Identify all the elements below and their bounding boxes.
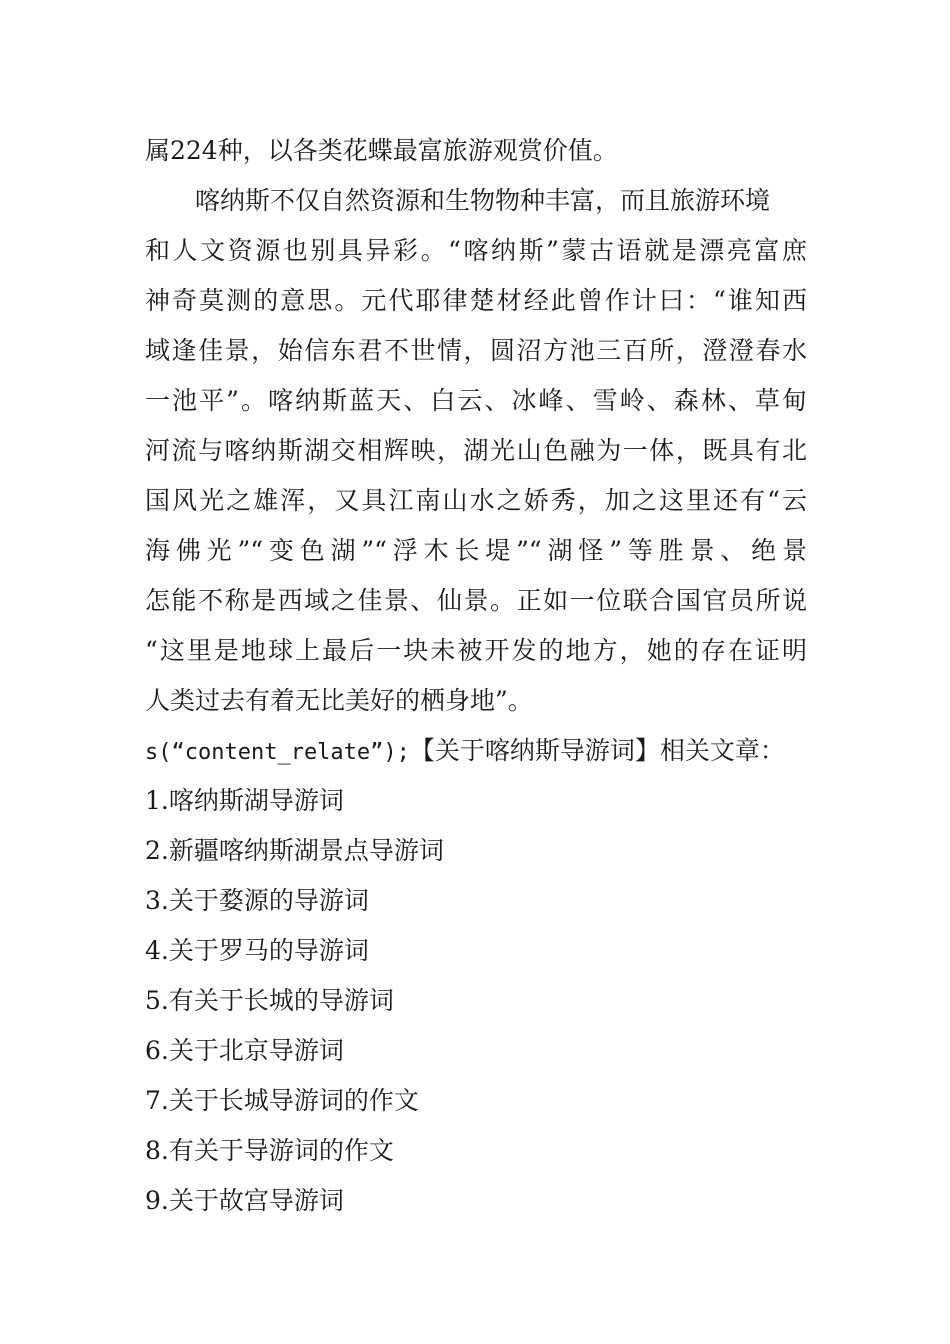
paragraph-line: 喀纳斯不仅自然资源和生物物种丰富，而且旅游环境 [195, 186, 771, 215]
paragraph-line: 怎能不称是西域之佳景、仙景。正如一位联合国官员所说 [145, 586, 807, 615]
related-articles-title: 【关于喀纳斯导游词】相关文章： [409, 736, 785, 765]
paragraph-line: 人类过去有着无比美好的栖身地”。 [145, 686, 533, 715]
paragraph-line: 海佛光”“变色湖”“浮木长堤”“湖怪”等胜景、绝景 [145, 536, 807, 565]
paragraph-line: 国风光之雄浑，又具江南山水之娇秀，加之这里还有“云 [145, 486, 807, 515]
paragraph-line: 和人文资源也别具异彩。“喀纳斯”蒙古语就是漂亮富庶 [145, 236, 807, 265]
related-article-link[interactable]: 2.新疆喀纳斯湖景点导游词 [145, 836, 444, 865]
paragraph-line: 河流与喀纳斯湖交相辉映，湖光山色融为一体，既具有北 [145, 436, 807, 465]
content-relate-code: s(“content_relate”); [145, 740, 410, 765]
related-article-link[interactable]: 8.有关于导游词的作文 [145, 1136, 394, 1165]
paragraph-line: 神奇莫测的意思。元代耶律楚材经此曾作计曰：“谁知西 [145, 286, 807, 315]
related-article-link[interactable]: 5.有关于长城的导游词 [145, 986, 394, 1015]
related-article-link[interactable]: 7.关于长城导游词的作文 [145, 1086, 419, 1115]
related-article-link[interactable]: 1.喀纳斯湖导游词 [145, 786, 344, 815]
main-paragraph [145, 176, 807, 726]
paragraph-line: 域逢佳景，始信东君不世情，圆沼方池三百所，澄澄春水 [145, 336, 807, 365]
related-article-link[interactable]: 3.关于婺源的导游词 [145, 886, 369, 915]
related-article-link[interactable]: 6.关于北京导游词 [145, 1036, 344, 1065]
paragraph-line: “这里是地球上最后一块未被开发的地方，她的存在证明 [145, 636, 807, 665]
related-articles-header [145, 726, 807, 776]
related-articles-list [145, 776, 807, 1226]
paragraph-tail-line: 属224种，以各类花蝶最富旅游观赏价值。 [145, 136, 618, 165]
related-article-link[interactable]: 4.关于罗马的导游词 [145, 936, 369, 965]
paragraph-line: 一池平”。喀纳斯蓝天、白云、冰峰、雪岭、森林、草甸 [145, 386, 807, 415]
related-article-link[interactable]: 9.关于故宫导游词 [145, 1186, 344, 1215]
document-body [145, 126, 807, 1226]
